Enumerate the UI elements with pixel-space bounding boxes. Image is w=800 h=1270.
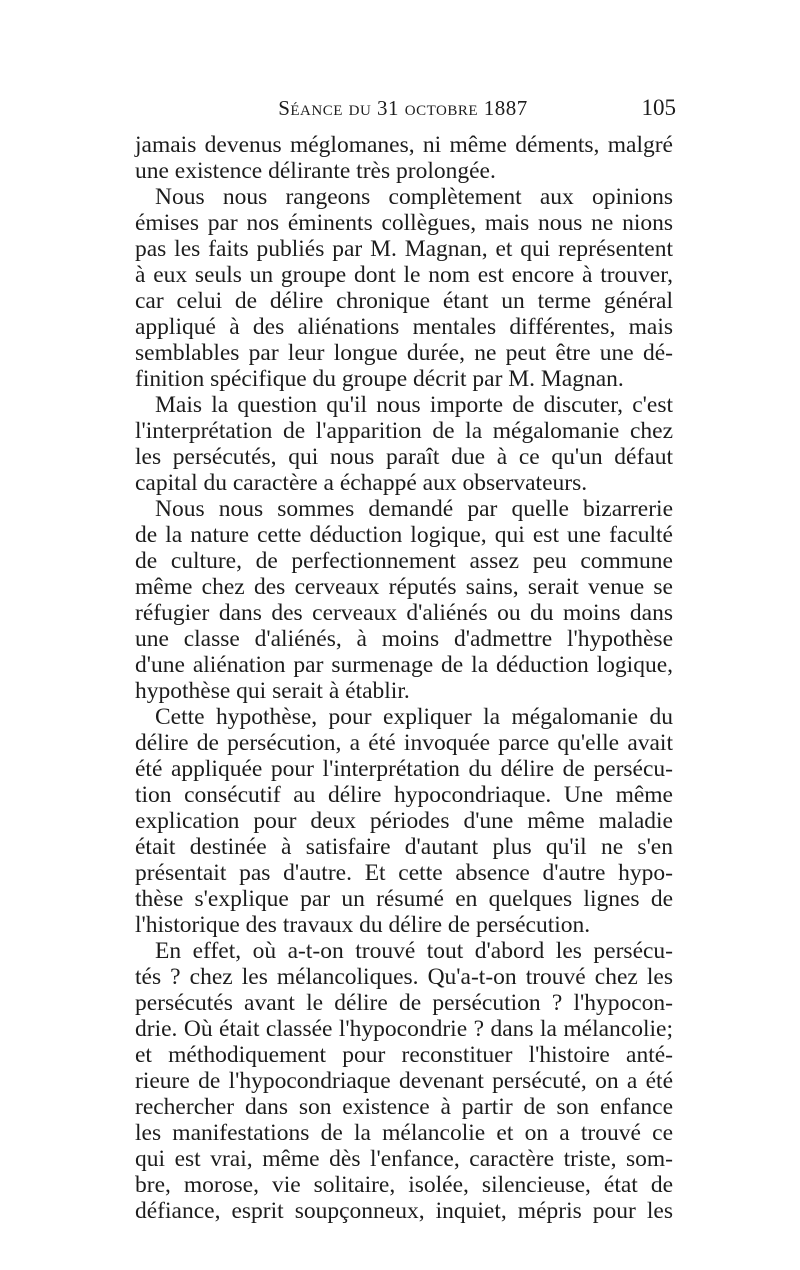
text-line: réfugier dans des cerveaux d'aliénés ou du moins dans <box>135 600 673 626</box>
text-line: même chez des cerveaux réputés sains, serait venue se <box>135 574 673 600</box>
text-line: émises par nos éminents collègues, mais nous ne nions <box>135 210 673 236</box>
text-line: pas les faits publiés par M. Magnan, et qui représentent <box>135 236 673 262</box>
text-line: car celui de délire chronique étant un terme général <box>135 288 673 314</box>
text-line: persécutés avant le délire de persécution ? l'hypocon- <box>135 990 673 1016</box>
page-number: 105 <box>641 95 676 120</box>
text-line: et méthodiquement pour reconstituer l'histoire anté- <box>135 1042 673 1068</box>
text-line: délire de persécution, a été invoquée parce qu'elle avait <box>135 730 673 756</box>
text-line: Cette hypothèse, pour expliquer la mégalomanie du <box>155 704 673 730</box>
text-line: l'historique des travaux du délire de persécution. <box>135 912 591 938</box>
text-line: à eux seuls un groupe dont le nom est encore à trouver, <box>135 262 673 288</box>
text-line: En effet, où a-t-on trouvé tout d'abord les persécu- <box>155 938 673 964</box>
text-line: explication pour deux périodes d'une même maladie <box>135 808 673 834</box>
running-title-prefix: Séance du <box>278 96 372 120</box>
text-line: Nous nous sommes demandé par quelle bizarrerie <box>155 496 673 522</box>
text-line: tion consécutif au délire hypocondriaque. Une même <box>135 782 673 808</box>
text-line: présentait pas d'autre. Et cette absence d'autre hypo- <box>135 860 673 886</box>
text-line: finition spécifique du groupe décrit par M. Magnan. <box>135 366 624 392</box>
text-line: d'une aliénation par surmenage de la déduction logique, <box>135 652 673 678</box>
text-line: hypothèse qui serait à établir. <box>135 678 410 704</box>
running-title-month: octobre <box>404 96 479 120</box>
text-line: été appliquée pour l'interprétation du délire de persécu- <box>135 756 673 782</box>
text-line: de culture, de perfectionnement assez peu commune <box>135 548 673 574</box>
text-line: rechercher dans son existence à partir de son enfance <box>135 1094 673 1120</box>
running-title-day: 31 <box>377 96 400 120</box>
text-line: Nous nous rangeons complètement aux opinions <box>155 184 673 210</box>
text-line: rieure de l'hypocondriaque devenant persécuté, on a été <box>135 1068 673 1094</box>
text-line: était destinée à satisfaire d'autant plus qu'il ne s'en <box>135 834 673 860</box>
text-line: défiance, esprit soupçonneux, inquiet, mépris pour les <box>135 1198 673 1224</box>
text-line: les persécutés, qui nous paraît due à ce qu'un défaut <box>135 444 673 470</box>
text-line: une existence délirante très prolongée. <box>135 158 496 184</box>
text-line: les manifestations de la mélancolie et on a trouvé ce <box>135 1120 673 1146</box>
text-line: capital du caractère a échappé aux observateurs. <box>135 470 588 496</box>
running-title-year: 1887 <box>483 96 528 120</box>
text-line: thèse s'explique par un résumé en quelques lignes de <box>135 886 673 912</box>
text-line: de la nature cette déduction logique, qui est une faculté <box>135 522 673 548</box>
text-line: l'interprétation de l'apparition de la mégalomanie chez <box>135 418 673 444</box>
text-line: qui est vrai, même dès l'enfance, caractère triste, som- <box>135 1146 673 1172</box>
text-line: tés ? chez les mélancoliques. Qu'a-t-on trouvé chez les <box>135 964 673 990</box>
text-line: Mais la question qu'il nous importe de discuter, c'est <box>155 392 673 418</box>
text-line: bre, morose, vie solitaire, isolée, silencieuse, état de <box>135 1172 673 1198</box>
text-line: semblables par leur longue durée, ne peut être une dé- <box>135 340 673 366</box>
text-line: appliqué à des aliénations mentales différentes, mais <box>135 314 673 340</box>
text-line: une classe d'aliénés, à moins d'admettre l'hypothèse <box>135 626 673 652</box>
text-line: drie. Où était classée l'hypocondrie ? dans la mélancolie; <box>135 1016 673 1042</box>
text-line: jamais devenus méglomanes, ni même déments, malgré <box>135 132 673 158</box>
